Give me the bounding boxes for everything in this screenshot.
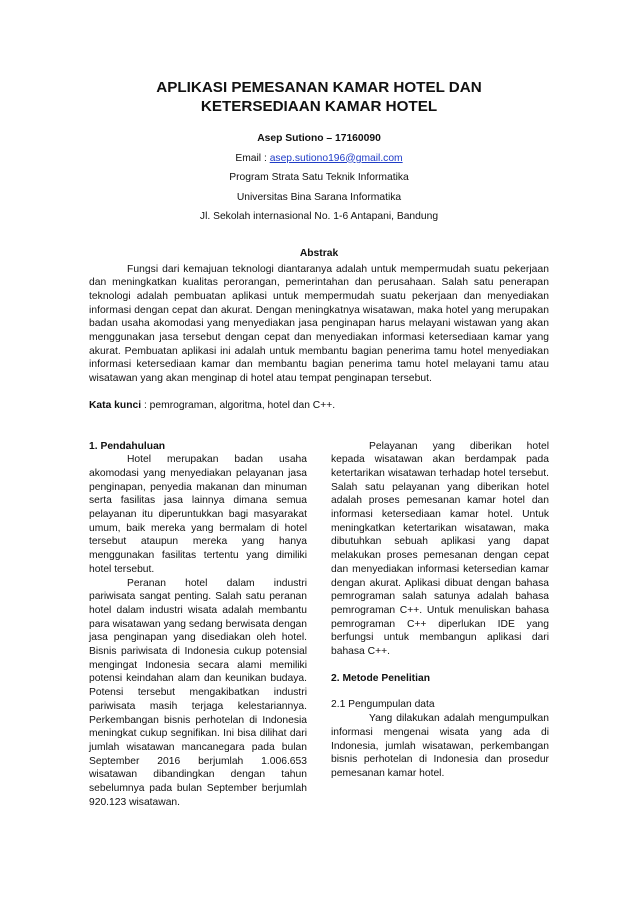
program-line: Program Strata Satu Teknik Informatika [229,172,409,183]
left-column [89,440,307,810]
email-link[interactable]: asep.sutiono196@gmail.com [269,152,403,164]
email-line [89,149,549,169]
two-column-body [89,440,549,810]
abstract-body: Fungsi dari kemajuan teknologi diantaranya adalah untuk mempermudah suatu pekerjaan dan meningkatkan kualitas perorangan, pemerintahan dan perusahaan. Salah satu penerapan teknologi adalah pembuatan aplikasi untuk mempermudah suatu pekerjaan dan menyediakan informasi dengan cepat dan akurat. Dengan meningkatnya wisatawan, maka hotel yang merupakan badan usaha akomodasi yang menyediakan jasa penginapan harus melayani wistawan yang akan menggunakan jasa tersebut dengan cepat dan menyediakan informasi ketersediaan kamar yang akurat. Pembuatan aplikasi ini adalah untuk membantu bagian penerima tamu hotel menyediakan informasi ketersediaan kamar dan membantu bagian penerima tamu hotel melayani tamu atau wisatawan yang akan menginap di hotel atau tempat penginapan tersebut. [89,263,549,385]
keywords-text: : pemrograman, algoritma, hotel dan C++. [141,399,336,411]
keywords-label: Kata kunci [89,399,142,411]
author-name: Asep Sutiono – 17160090 [257,133,381,144]
abstract-heading: Abstrak [299,247,339,259]
right-column [331,440,549,810]
section-heading-introduction: 1. Pendahuluan [89,440,166,452]
spacer [331,659,549,672]
section-heading-method: 2. Metode Penelitian [331,672,430,684]
spacer [331,685,549,698]
intro-paragraph-2: Peranan hotel dalam industri pariwisata sangat penting. Salah satu peranan hotel dalam industri wisata adalah membantu para wisatawan yang sedang berwisata dengan jasa penginapan yang disediakan oleh hotel. Bisnis pariwisata di Indonesia cukup potensial mengingat Indonesia secara alami memiliki potensi keindahan alam dan keunikan budaya. Potensi tersebut mengakibatkan industri pariwisata masih terjaga kelestariannya. Perkembangan bisnis perhotelan di Indonesia meningkat cukup segnifikan. Ini bisa dilihat dari jumlah wisatawan mancanegara pada bulan September 2016 berjumlah 1.006.653 wisatawan dibandingkan dengan tahun sebelumnya pada bulan September berjumlah 920.123 wisatawan. [89,577,307,808]
address-line: Jl. Sekolah internasional No. 1-6 Antapani, Bandung [199,211,439,222]
intro-paragraph-1: Hotel merupakan badan usaha akomodasi yang menyediakan pelayanan jasa penginapan, penyedia makanan dan minuman serta fasilitas jasa lainnya dimana semua pelayanan itu diperuntukkan bagi masyarakat umum, baik mereka yang bermalam di hotel tersebut ataupun mereka yang hanya menggunakan fasilitas tertentu yang dimiliki hotel tersebut. [89,454,307,575]
keywords-line [89,399,549,413]
intro-paragraph-3: Pelayanan yang diberikan hotel kepada wisatawan akan berdampak pada ketertarikan wisatawan terhadap hotel tersebut. Salah satu pelayanan yang diberikan hotel adalah proses pemesanan kamar hotel dan informasi ketersediaan kamar hotel. Untuk meningkatkan ketertarikan wisatawan, maka dibutuhkan sebuah aplikasi yang dapat melakukan proses pemesanan dengan cepat dan menyediakan informasi ketersedian kamar dengan akurat. Aplikasi dibuat dengan bahasa pemrograman salah satunya adalah bahasa pemrograman C++. Untuk menuliskan bahasa pemrograman C++ diperlukan IDE yang berfungsi untuk membangun aplikasi dari bahasa C++. [331,440,549,658]
author-block [89,129,549,227]
email-label: Email : [235,152,270,164]
method-paragraph-1: Yang dilakukan adalah mengumpulkan informasi mengenai wisata yang ada di Indonesia, jumlah wisatawan, perkembangan bisnis perhotelan di Indonesia dan prosedur pemesanan kamar hotel. [331,713,549,779]
university-line: Universitas Bina Sarana Informatika [236,191,402,203]
subsection-heading-data-collection: 2.1 Pengumpulan data [331,699,435,711]
paper-title: APLIKASI PEMESANAN KAMAR HOTEL DAN KETERSEDIAAN KAMAR HOTEL [156,79,482,115]
